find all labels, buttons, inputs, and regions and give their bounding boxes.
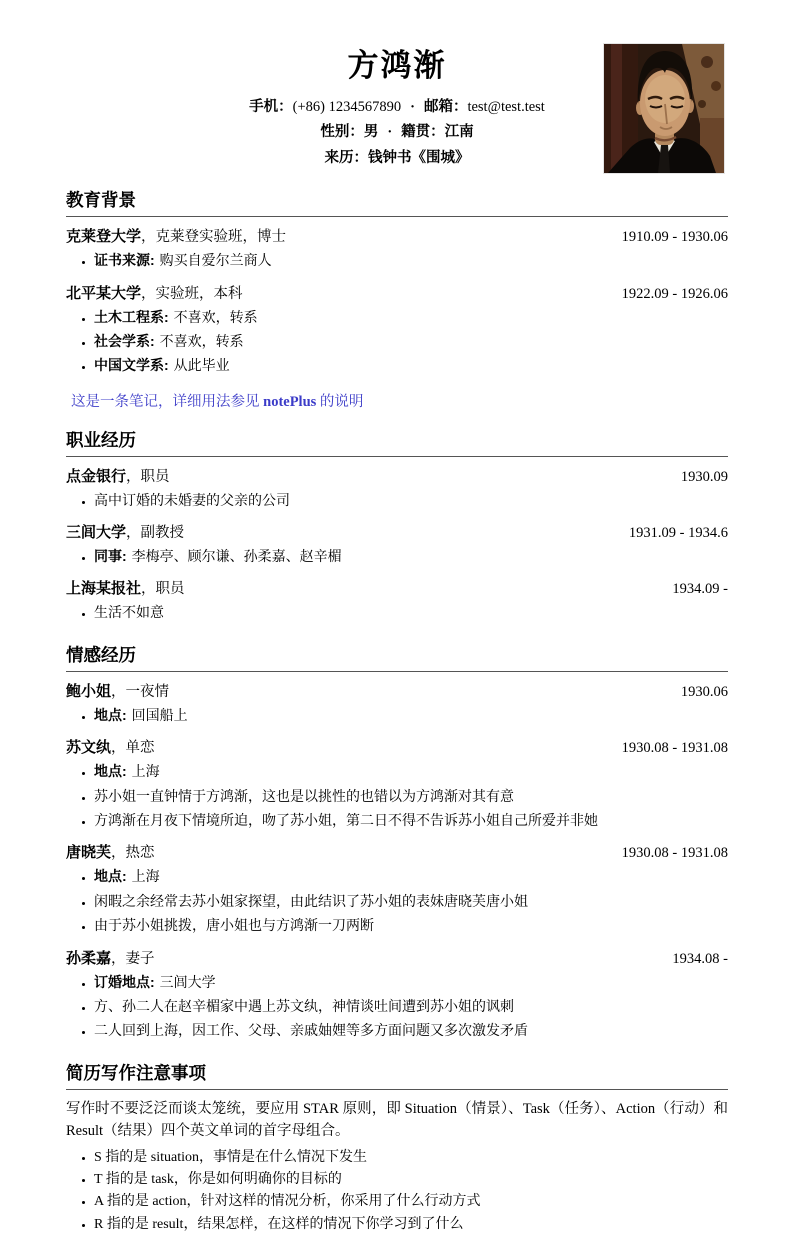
entry-date: 1910.09 - 1930.06 bbox=[621, 229, 728, 246]
entry-date: 1930.08 - 1931.08 bbox=[621, 740, 728, 757]
bullet-item: • R 指的是 result，结果怎样，在这样的情况下你学习到了什么 bbox=[94, 1214, 728, 1236]
entry-detail: ，副教授 bbox=[126, 525, 185, 542]
entry-name: 克莱登大学 bbox=[66, 228, 142, 246]
career-entry bbox=[66, 577, 728, 625]
star-paragraph: 写作时不要泛泛而谈太笼统，要应用 STAR 原则，即 Situation（情景）、Task（任务）、Action（行动）和 Result（结果）四个英文单词的首字母组合。 bbox=[66, 1100, 728, 1140]
entry-date: 1934.09 - bbox=[672, 581, 728, 598]
bullet-item: • T 指的是 task，你是如何明确你的目标的 bbox=[94, 1169, 728, 1191]
bullet-item: • 苏小姐一直钟情于方鸿渐，这也是以挑性的也错以为方鸿渐对其有意 bbox=[94, 785, 728, 809]
star-list bbox=[66, 1147, 728, 1236]
career-entry bbox=[66, 521, 728, 569]
entry-name: 上海某报社 bbox=[66, 580, 142, 598]
entry-detail: ，热恋 bbox=[111, 845, 155, 862]
origin-label: 籍贯： bbox=[401, 124, 445, 141]
section-title: 教育背景 bbox=[66, 187, 728, 217]
separator-dot: · bbox=[387, 124, 393, 141]
phone-label: 手机： bbox=[249, 99, 293, 115]
love-entry bbox=[66, 841, 728, 938]
bullet-item: • 证书来源: 购买自爱尔兰商人 bbox=[94, 249, 728, 273]
profile-photo bbox=[603, 43, 725, 174]
entry-detail: ，妻子 bbox=[111, 950, 155, 967]
section-writing-tips bbox=[66, 1060, 728, 1236]
bullet-item: • 闲暇之余经常去苏小姐家探望，由此结识了苏小姐的表妹唐晓芙唐小姐 bbox=[94, 890, 728, 914]
entry-date: 1930.08 - 1931.08 bbox=[621, 845, 728, 862]
entry-date: 1922.09 - 1926.06 bbox=[621, 285, 728, 302]
bullet-item: • 中国文学系: 从此毕业 bbox=[94, 354, 728, 378]
bullet-item: • S 指的是 situation，事情是在什么情况下发生 bbox=[94, 1147, 728, 1169]
noteplus-keyword: notePlus bbox=[263, 393, 317, 410]
phone-value: (+86) 1234567890 bbox=[292, 99, 402, 115]
section-title: 简历写作注意事项 bbox=[66, 1060, 728, 1090]
entry-name: 苏文纨 bbox=[66, 739, 112, 757]
love-entry bbox=[66, 680, 728, 728]
entry-name: 点金银行 bbox=[66, 467, 127, 485]
career-entry bbox=[66, 465, 728, 513]
email-label: 邮箱： bbox=[423, 99, 468, 115]
education-entry bbox=[66, 225, 728, 273]
bullet-item: • A 指的是 action，针对这样的情况分析，你采用了什么行动方式 bbox=[94, 1191, 728, 1213]
education-entry bbox=[66, 282, 728, 379]
bullet-item: • 土木工程系: 不喜欢，转系 bbox=[94, 306, 728, 330]
gender-value: 男 bbox=[363, 124, 379, 141]
entry-detail: ，一夜情 bbox=[111, 683, 170, 700]
entry-date: 1931.09 - 1934.6 bbox=[628, 525, 728, 542]
bullet-item: • 订婚地点: 三闾大学 bbox=[94, 971, 728, 995]
entry-detail: ，职员 bbox=[141, 581, 185, 598]
bullet-item: • 方鸿渐在月夜下情境所迫，吻了苏小姐，第二日不得不告诉苏小姐自己所爱并非她 bbox=[94, 809, 728, 833]
bullet-item: • 由于苏小姐挑拨，唐小姐也与方鸿渐一刀两断 bbox=[94, 914, 728, 938]
entry-name: 三闾大学 bbox=[66, 524, 127, 542]
entry-date: 1930.06 bbox=[680, 683, 728, 700]
entry-name: 北平某大学 bbox=[66, 284, 142, 302]
entry-detail: ，职员 bbox=[126, 468, 170, 485]
entry-name: 鲍小姐 bbox=[66, 682, 112, 700]
love-entry bbox=[66, 736, 728, 833]
source-label: 来历： bbox=[324, 149, 368, 166]
entry-detail: ，克莱登实验班，博士 bbox=[141, 229, 287, 246]
section-career bbox=[66, 427, 728, 626]
gender-label: 性别： bbox=[320, 124, 364, 141]
bullet-item: • 方、孙二人在赵辛楣家中遇上苏文纨，神情谈吐间遭到苏小姐的讽刺 bbox=[94, 995, 728, 1019]
bullet-item: • 同事: 李梅亭、顾尔谦、孙柔嘉、赵辛楣 bbox=[94, 545, 728, 569]
entry-name: 孙柔嘉 bbox=[66, 949, 112, 967]
entry-date: 1930.09 bbox=[680, 468, 728, 485]
source-value: 钱钟书《围城》 bbox=[368, 149, 470, 166]
love-entry bbox=[66, 947, 728, 1044]
resume-header bbox=[66, 40, 728, 171]
entry-date: 1934.08 - bbox=[672, 950, 728, 967]
person-name: 方鸿渐 bbox=[347, 48, 447, 83]
entry-detail: ，单恋 bbox=[111, 740, 155, 757]
bullet-item: • 地点: 上海 bbox=[94, 865, 728, 889]
bullet-item: • 地点: 回国船上 bbox=[94, 704, 728, 728]
bullet-item: • 社会学系: 不喜欢，转系 bbox=[94, 330, 728, 354]
entry-detail: ，实验班，本科 bbox=[141, 285, 243, 302]
bullet-item: • 高中订婚的未婚妻的父亲的公司 bbox=[94, 489, 728, 513]
section-title: 职业经历 bbox=[66, 427, 728, 457]
section-title: 情感经历 bbox=[66, 642, 728, 672]
origin-value: 江南 bbox=[444, 124, 474, 141]
section-love bbox=[66, 642, 728, 1044]
bullet-item: • 地点: 上海 bbox=[94, 760, 728, 784]
email-value: test@test.test bbox=[467, 99, 545, 115]
bullet-item: • 二人回到上海，因工作、父母、亲戚妯娌等多方面问题又多次激发矛盾 bbox=[94, 1019, 728, 1043]
bullet-item: • 生活不如意 bbox=[94, 601, 728, 625]
entry-name: 唐晓芙 bbox=[66, 844, 112, 862]
note-line: 这是一条笔记，详细用法参见 notePlus 的说明 bbox=[71, 393, 364, 410]
separator-dot: · bbox=[410, 99, 415, 115]
section-education bbox=[66, 187, 728, 411]
